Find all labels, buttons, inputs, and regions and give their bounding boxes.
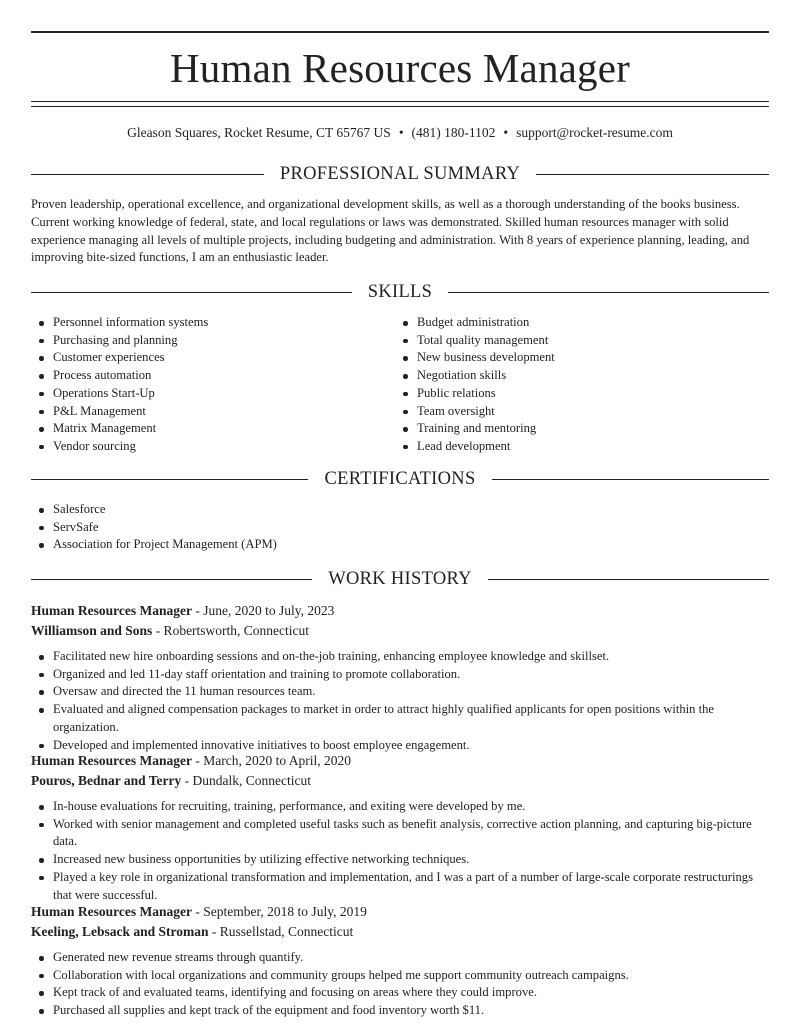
job-dates: - March, 2020 to April, 2020 [192,753,351,768]
skill-item: Negotiation skills [395,367,735,385]
heading-rule [31,292,352,293]
job-title: Human Resources Manager [31,753,192,768]
heading-rule [492,479,769,480]
contact-email[interactable]: support@rocket-resume.com [516,125,673,140]
summary-text: Proven leadership, operational excellence, and organizational development skills, as well as a thorough understanding of the books business. Current working knowledge of federal, state, and local regulations or laws was demonstrated. Skilled human resources manager with solid experience managing all levels of multiple projects, including budgeting and administration. With 8 years of experience planning, leading, and improving bite-sized functions, I am an enthusiastic leader. [31,197,750,265]
job-company-line [31,621,769,640]
certification-item: Salesforce [31,501,731,519]
certification-item: Association for Project Management (APM) [31,536,731,554]
job-bullet: Kept track of and evaluated teams, identifying and focusing on areas where they could improve. [31,984,769,1002]
heading-rule [448,292,769,293]
job-bullet: Generated new revenue streams through quantify. [31,949,769,967]
heading-rule [31,579,312,580]
skill-item: New business development [395,349,735,367]
job-location: - Robertsworth, Connecticut [152,623,310,638]
top-rule [31,31,769,33]
skill-item: Process automation [31,367,371,385]
skill-item: Budget administration [395,314,735,332]
contact-address: Gleason Squares, Rocket Resume, CT 65767 US [127,125,391,140]
job-dates: - September, 2018 to July, 2019 [192,904,367,919]
job-dates: - June, 2020 to July, 2023 [192,603,335,618]
skill-item: Matrix Management [31,420,371,438]
job-role-line [31,902,769,921]
resume-title: Human Resources Manager [169,45,630,91]
skill-item: Lead development [395,438,735,456]
job-bullet: In-house evaluations for recruiting, training, performance, and exiting were developed by me. [31,798,769,816]
section-title: CERTIFICATIONS [324,469,476,489]
heading-rule [31,174,264,175]
skill-item: Public relations [395,385,735,403]
job-role-line [31,751,769,770]
skill-item: Total quality management [395,332,735,350]
job-entry [31,751,769,904]
job-company: Pouros, Bednar and Terry [31,773,182,788]
job-entry [31,601,769,754]
job-bullet: Played a key role in organizational transformation and implementation, and I was a part of a number of large-scale corporate restructurings that were successful. [31,869,769,904]
section-heading-summary [31,162,769,186]
job-bullets [31,648,769,754]
skill-item: Customer experiences [31,349,371,367]
job-title: Human Resources Manager [31,904,192,919]
contact-separator: • [398,125,404,140]
heading-rule [488,579,769,580]
job-title: Human Resources Manager [31,603,192,618]
section-title: WORK HISTORY [328,569,472,589]
job-bullet: Worked with senior management and completed useful tasks such as benefit analysis, corrective action planning, and capturing big-picture data. [31,816,769,851]
section-title: SKILLS [367,282,433,302]
skill-item: Team oversight [395,403,735,421]
skill-item: P&L Management [31,403,371,421]
skills-list-left [31,314,371,456]
section-heading-certifications [31,467,769,491]
skill-item: Vendor sourcing [31,438,371,456]
job-location: - Russellstad, Connecticut [208,924,354,939]
skill-item: Personnel information systems [31,314,371,332]
job-location: - Dundalk, Connecticut [181,773,312,788]
skills-list-right [395,314,735,456]
job-bullets [31,798,769,904]
job-company-line [31,922,769,941]
skill-item: Operations Start-Up [31,385,371,403]
job-company: Keeling, Lebsack and Stroman [31,924,209,939]
job-bullet: Oversaw and directed the 11 human resources team. [31,683,769,701]
certification-item: ServSafe [31,519,731,537]
job-bullet: Purchased all supplies and kept track of the equipment and food inventory worth $11. [31,1002,769,1020]
contact-line [31,124,769,142]
job-bullet: Developed and implemented innovative initiatives to boost employee engagement. [31,737,769,755]
job-company: Williamson and Sons [31,623,153,638]
skill-item: Purchasing and planning [31,332,371,350]
job-bullet: Organized and led 11-day staff orientation and training to promote collaboration. [31,666,769,684]
heading-rule [31,479,308,480]
job-role-line [31,601,769,620]
certifications-list [31,501,731,554]
job-entry [31,902,769,1020]
title-double-rule [31,101,769,107]
heading-rule [536,174,769,175]
contact-separator: • [503,125,509,140]
section-heading-skills [31,280,769,304]
job-company-line [31,771,769,790]
skill-item: Training and mentoring [395,420,735,438]
job-bullet: Collaboration with local organizations and community groups helped me support community outreach campaigns. [31,967,769,985]
job-bullets [31,949,769,1020]
contact-phone: (481) 180-1102 [411,125,496,140]
section-title: PROFESSIONAL SUMMARY [279,164,521,184]
job-bullet: Facilitated new hire onboarding sessions and on-the-job training, enhancing employee knowledge and skillset. [31,648,769,666]
section-heading-work-history [31,567,769,591]
job-bullet: Increased new business opportunities by utilizing effective networking techniques. [31,851,769,869]
job-bullet: Evaluated and aligned compensation packages to market in order to attract highly qualified applicants for open positions within the organization. [31,701,769,736]
